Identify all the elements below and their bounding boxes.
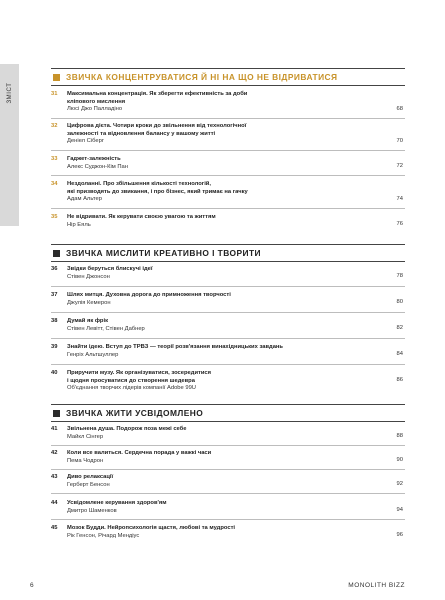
entry-page: 88 (396, 433, 403, 439)
separator (51, 150, 405, 151)
entry-number: 41 (51, 426, 58, 432)
entry-author: Нір Еяль (67, 221, 91, 228)
entry-number: 34 (51, 181, 58, 187)
entry-page: 84 (396, 351, 403, 357)
section-title: ЗВИЧКА КОНЦЕНТРУВАТИСЯ Й НІ НА ЩО НЕ ВІДРИВАТИСЯ (66, 72, 338, 82)
separator (51, 469, 405, 470)
entry-author: Майкл Сінгер (67, 433, 104, 440)
entry-title-cont: кліпового мислення (67, 98, 126, 105)
section-marker (53, 410, 60, 417)
entry-author: Герберт Бенсон (67, 481, 110, 488)
entry-author: Пема Чодрон (67, 457, 104, 464)
entry-page: 92 (396, 481, 403, 487)
entry-number: 37 (51, 292, 58, 298)
entry-title: Шлях митця. Духовна дорога до примноження творчості (67, 292, 231, 298)
separator (51, 519, 405, 520)
entry-number: 35 (51, 214, 58, 220)
separator (51, 338, 405, 339)
section-3 (51, 404, 405, 554)
entry-title: Звідки беруться блискучі ідеї (67, 266, 153, 272)
section-header (51, 68, 405, 86)
entry-author: Дмитро Шаменков (67, 507, 117, 514)
entry-page: 90 (396, 457, 403, 463)
section-marker (53, 74, 60, 81)
entry-page: 78 (396, 273, 403, 279)
entry-title: Усвідомлене керування здоров'ям (67, 500, 167, 506)
entry-number: 36 (51, 266, 58, 272)
separator (51, 445, 405, 446)
entry-title: Цифрова дієта. Чотири кроки до звільнення від технологічної (67, 123, 247, 129)
entry-title-cont: залежності та відновлення балансу у вашому житті (67, 130, 216, 137)
entry-title-cont: і щодня просуватися до створення шедевра (67, 377, 195, 384)
entry-author: Стівен Левітт, Стівен Дабнер (67, 325, 145, 332)
entry-author: Люсі Джо Палладіно (67, 106, 123, 113)
side-tab (0, 64, 19, 226)
entry-number: 38 (51, 318, 58, 324)
section-2 (51, 244, 405, 399)
entry-number: 39 (51, 344, 58, 350)
separator (51, 208, 405, 209)
entry-title: Знайти ідею. Вступ до ТРВЗ — теорії розв'язання винахідницьких завдань (67, 344, 283, 350)
entry-page: 82 (396, 325, 403, 331)
entry-page: 70 (396, 138, 403, 144)
entry-author: Джулія Кемерон (67, 299, 111, 306)
entry-page: 72 (396, 163, 403, 169)
separator (51, 312, 405, 313)
separator (51, 175, 405, 176)
entry-number: 33 (51, 156, 58, 162)
entry-author: Об'єднання творчих лідерів компанії Adobe 99U (67, 385, 196, 392)
section-title: ЗВИЧКА ЖИТИ УСВІДОМЛЕНО (66, 408, 204, 418)
entry-number: 44 (51, 500, 58, 506)
page-number: 6 (30, 582, 34, 589)
entry-number: 32 (51, 123, 58, 129)
entry-author: Генріх Альтшуллер (67, 351, 119, 358)
entry-page: 94 (396, 507, 403, 513)
section-title: ЗВИЧКА МИСЛИТИ КРЕАТИВНО І ТВОРИТИ (66, 248, 262, 258)
side-tab-label: ЗМІСТ (6, 82, 13, 104)
entry-page: 96 (396, 532, 403, 538)
entry-number: 31 (51, 91, 58, 97)
entry-title: Не відривати. Як керувати своєю увагою та життям (67, 214, 216, 220)
entry-number: 43 (51, 474, 58, 480)
entry-author: Рік Генсон, Річард Мендіус (67, 532, 140, 539)
entry-title: Нездоланні. Про збільшення кількості технологій, (67, 181, 211, 187)
section-marker (53, 250, 60, 257)
entry-page: 86 (396, 377, 403, 383)
separator (51, 286, 405, 287)
entry-number: 42 (51, 450, 58, 456)
entry-author: Деніел Сіберг (67, 138, 104, 145)
entry-title: Мозок Будди. Нейропсихологія щастя, любові та мудрості (67, 525, 236, 531)
section-header (51, 404, 405, 422)
entry-author: Адам Альтер (67, 196, 102, 203)
entry-title: Диво релаксації (67, 474, 114, 480)
entry-author: Алекс Суджон-Кім Пан (67, 163, 128, 170)
entry-title: Приручити музу. Як організуватися, зосередитися (67, 370, 212, 376)
entry-number: 40 (51, 370, 58, 376)
entry-page: 74 (396, 196, 403, 202)
entry-page: 80 (396, 299, 403, 305)
separator (51, 364, 405, 365)
entry-page: 68 (396, 106, 403, 112)
section-header (51, 244, 405, 262)
entry-page: 76 (396, 221, 403, 227)
section-1 (51, 68, 405, 238)
entry-title: Максимальна концентрація. Як зберегти ефективність за доби (67, 91, 248, 97)
publisher-name: MONOLITH BIZZ (348, 582, 405, 589)
entry-title: Гаджет-залежність (67, 156, 121, 162)
entry-author: Стівен Джонсон (67, 273, 110, 280)
entry-title-cont: які призводять до звикання, і про бізнес, який тримає на гачку (67, 188, 248, 195)
entry-title: Думай як фрік (67, 318, 108, 324)
entry-title: Звільнена душа. Подорож поза межі себе (67, 426, 187, 432)
separator (51, 493, 405, 494)
entry-title: Коли все валиться. Сердечна порада у важкі часи (67, 450, 212, 456)
entry-number: 45 (51, 525, 58, 531)
separator (51, 118, 405, 119)
